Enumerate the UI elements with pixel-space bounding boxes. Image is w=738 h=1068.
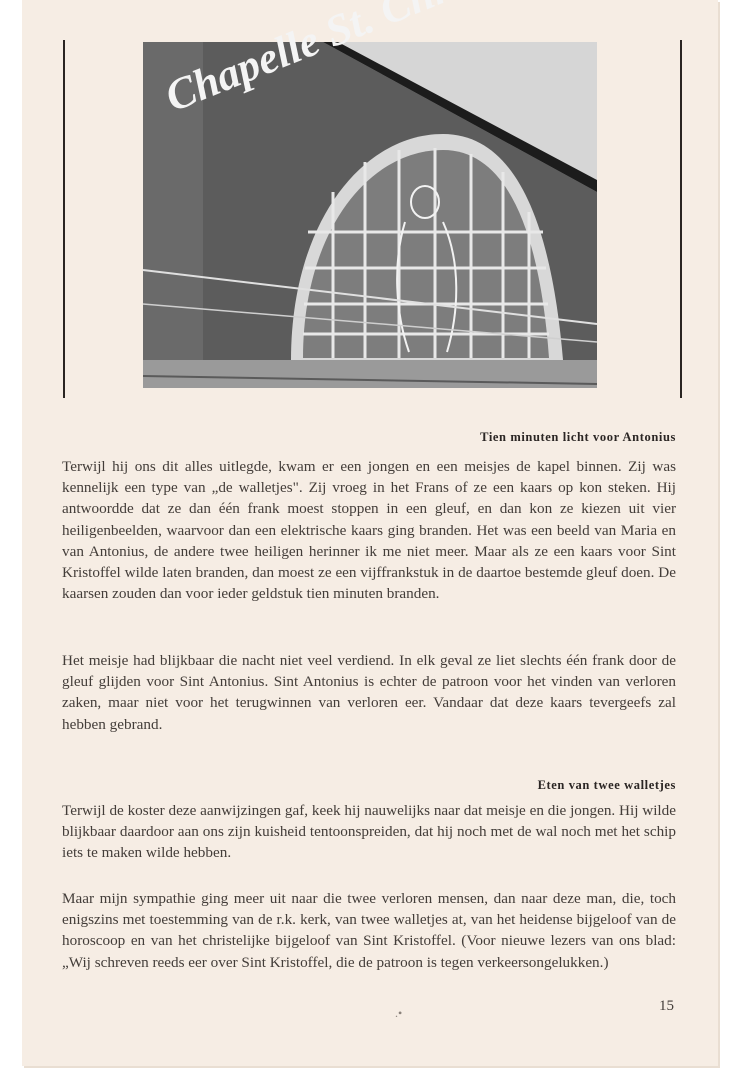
left-vertical-rule [63, 40, 65, 398]
section-heading-walletjes: Eten van twee walletjes [537, 778, 676, 792]
chapel-photo [143, 0, 597, 388]
svg-text:Chapelle St. Christophe: Chapelle St. [158, 0, 381, 122]
book-page [22, 0, 718, 1066]
right-vertical-rule [680, 40, 682, 398]
paragraph-1: Terwijl hij ons dit alles uitlegde, kwam er een jongen en een meisjes de kapel binnen. Zij was kennelijk een type van „de walletjes". Zij vroeg in het Frans of ze een kaars op kon steken. Hij antwoordde dat ze dan één frank moest stoppen in een gleuf, en dan kon ze kiezen uit vier heiligenbeelden, waarvoor dan een elektrische kaars ging branden. Het was een beeld van Maria en van Antonius, de andere twee heiligen herinner ik me niet meer. Maar als ze een kaars voor Sint Kristoffel wilde laten branden, dan moest ze een vijffrankstuk in de daartoe bestemde gleuf doen. De kaarsen zouden dan voor ieder geldstuk tien minuten branden. [62, 458, 676, 603]
paragraph-3: Terwijl de koster deze aanwijzingen gaf, keek hij nauwelijks naar dat meisje en die jongen. Hij wilde blijkbaar daardoor aan ons zijn kuisheid tentoonspreiden, dat hij noch met de wal noch met het schip iets te maken wilde hebben. [62, 802, 676, 862]
page-number: 15 [659, 998, 674, 1014]
section-heading-antonius: Tien minuten licht voor Antonius [480, 430, 676, 444]
print-speck: .• [395, 1006, 403, 1020]
paragraph-4: Maar mijn sympathie ging meer uit naar die twee verloren mensen, dan naar deze man, die, toch enigszins met toestemming van de r.k. kerk, van twee walletjes at, van het heidense bijgeloof van de horoscoop en van het christelijke bijgeloof van Sint Kristoffel. (Voor nieuwe lezers van ons blad: „Wij schreven reeds eer over Sint Kristoffel, die de patroon is tegen verkeersongelukken.) [62, 890, 676, 971]
paragraph-2: Het meisje had blijkbaar die nacht niet veel verdiend. In elk geval ze liet slechts één frank door de gleuf glijden voor Sint Antonius. Sint Antonius is echter de patroon voor het vinden van verloren zaken, maar niet voor het terugwinnen van verloren eer. Vandaar dat deze kaars tevergeefs zal hebben gebrand. [62, 652, 676, 733]
